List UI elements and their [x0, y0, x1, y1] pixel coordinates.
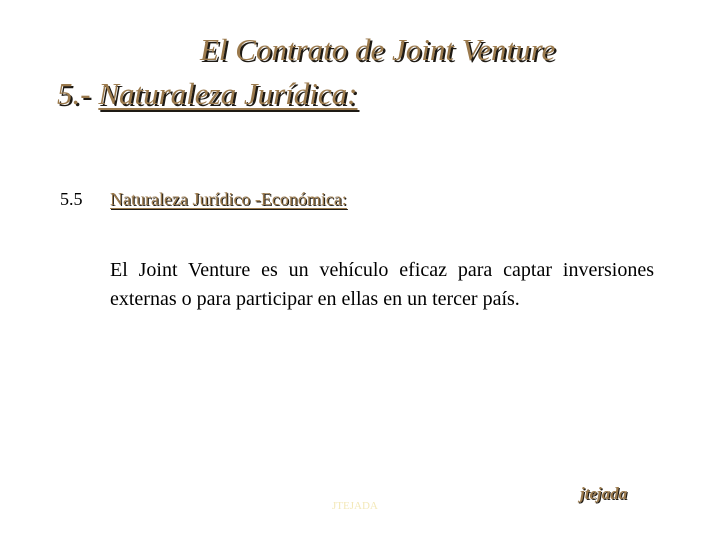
section-heading [60, 190, 347, 208]
title-underlined: Naturaleza Jurídica: [98, 76, 358, 111]
author-signature: jtejada [580, 484, 628, 503]
body-paragraph: El Joint Venture es un vehículo eficaz para captar inversiones externas o para participar en ellas en un tercer país. [110, 259, 654, 310]
section-number: 5.5 [60, 189, 83, 209]
title-line-2 [57, 78, 358, 109]
footer-watermark: JTEJADA [332, 500, 378, 512]
title-prefix: 5.- [57, 76, 99, 111]
section-title: Naturaleza Jurídico -Económica: [110, 189, 347, 209]
title-line-1: El Contrato de Joint Venture [200, 32, 556, 67]
